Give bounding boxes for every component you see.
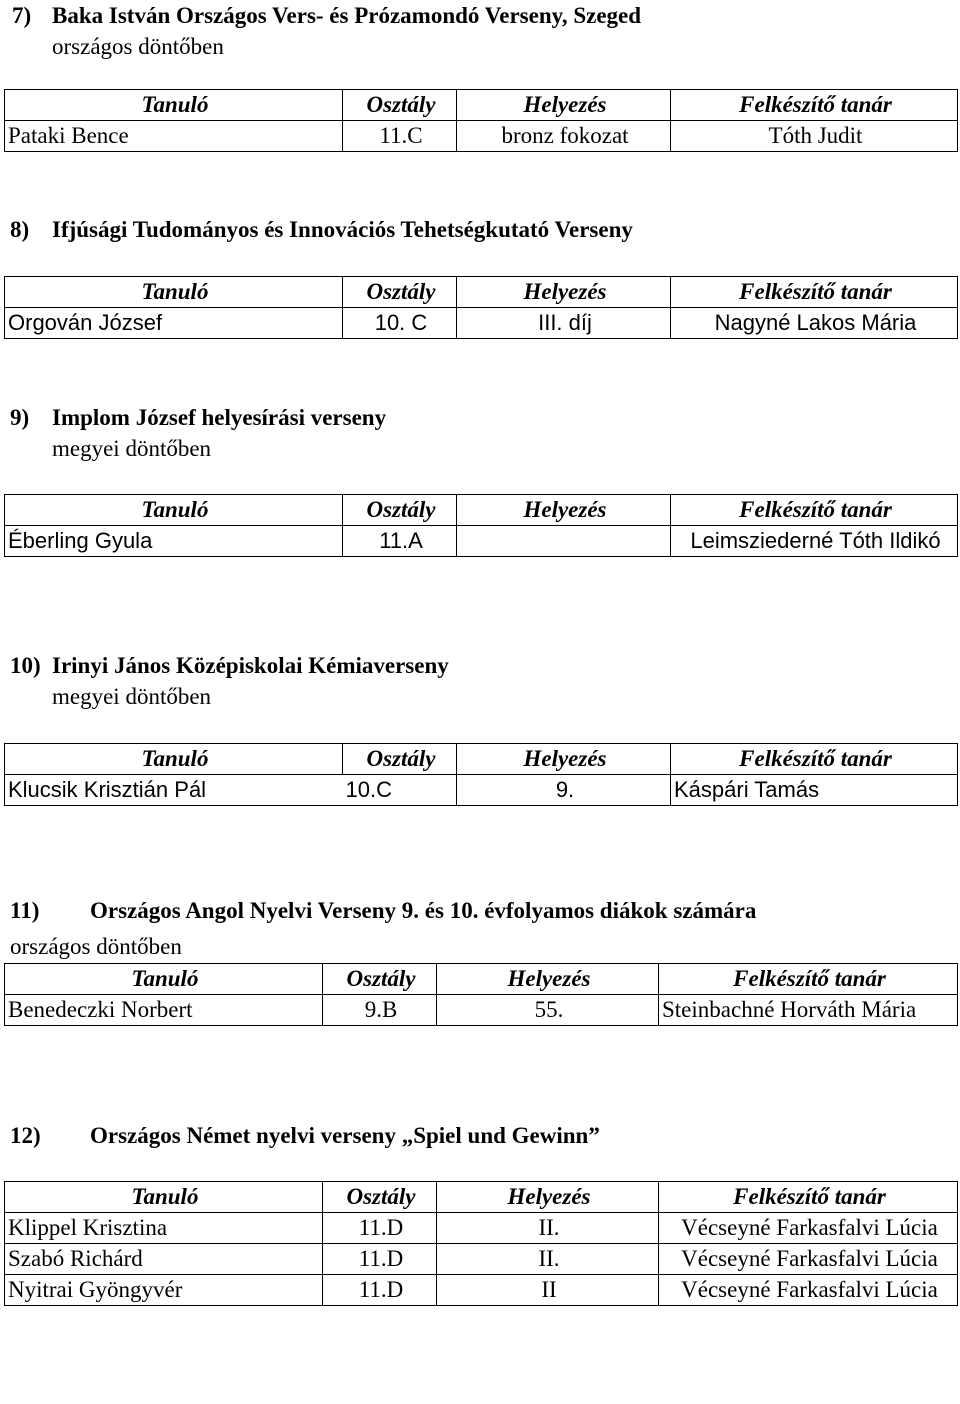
header-place: Helyezés <box>437 964 659 995</box>
cell-student: Pataki Bence <box>5 121 343 152</box>
header-place: Helyezés <box>437 1182 659 1213</box>
table-row <box>5 308 958 339</box>
cell-teacher: Leimsziederné Tóth Ildikó <box>671 526 958 557</box>
results-table-7 <box>4 89 958 152</box>
header-teacher: Felkészítő tanár <box>659 964 958 995</box>
header-class: Osztály <box>323 1182 437 1213</box>
header-student: Tanuló <box>5 744 343 775</box>
section-number: 10) <box>10 653 41 678</box>
table-row <box>5 1213 958 1244</box>
cell-teacher: Vécseyné Farkasfalvi Lúcia <box>659 1275 958 1306</box>
cell-student: Klippel Krisztina <box>5 1213 323 1244</box>
table-header-row <box>5 1182 958 1213</box>
cell-place: 9. <box>457 775 671 806</box>
section-number: 11) <box>10 898 40 923</box>
section-number: 12) <box>10 1123 41 1148</box>
cell-teacher: Vécseyné Farkasfalvi Lúcia <box>659 1213 958 1244</box>
cell-teacher: Nagyné Lakos Mária <box>671 308 958 339</box>
cell-place: II. <box>437 1213 659 1244</box>
section-8-title <box>10 214 633 245</box>
table-header-row <box>5 744 958 775</box>
table-row <box>5 775 958 806</box>
section-title-text: Ifjúsági Tudományos és Innovációs Tehetségkutató Verseny <box>52 217 633 242</box>
cell-class: 11.A <box>343 526 457 557</box>
cell-teacher: Káspári Tamás <box>671 775 958 806</box>
section-12-title <box>10 1120 600 1151</box>
header-student: Tanuló <box>5 495 343 526</box>
section-11-subtitle: országos döntőben <box>10 934 182 959</box>
header-teacher: Felkészítő tanár <box>671 277 958 308</box>
section-title-text: Baka István Országos Vers- és Prózamondó Verseny, Szeged <box>52 3 642 28</box>
cell-class: 11.D <box>323 1244 437 1275</box>
header-class: Osztály <box>323 964 437 995</box>
table-row <box>5 995 958 1026</box>
table-row <box>5 1275 958 1306</box>
cell-class: 11.C <box>343 121 457 152</box>
header-student: Tanuló <box>5 277 343 308</box>
cell-place: II <box>437 1275 659 1306</box>
results-table-11 <box>4 963 958 1026</box>
results-table-8 <box>4 276 958 339</box>
section-number: 8) <box>10 217 30 242</box>
section-10-title <box>10 650 449 681</box>
table-row <box>5 526 958 557</box>
header-student: Tanuló <box>5 90 343 121</box>
section-9-subtitle: megyei döntőben <box>52 436 212 461</box>
table-header-row <box>5 90 958 121</box>
section-11-title <box>10 895 756 926</box>
header-place: Helyezés <box>457 495 671 526</box>
header-class: Osztály <box>343 495 457 526</box>
results-table-12 <box>4 1181 958 1306</box>
cell-place: 55. <box>437 995 659 1026</box>
header-class: Osztály <box>343 277 457 308</box>
header-teacher: Felkészítő tanár <box>671 744 958 775</box>
section-title-text: Irinyi János Középiskolai Kémiaverseny <box>52 653 449 678</box>
cell-teacher: Vécseyné Farkasfalvi Lúcia <box>659 1244 958 1275</box>
section-number: 7) <box>12 3 32 28</box>
table-header-row <box>5 277 958 308</box>
cell-teacher: Steinbachné Horváth Mária <box>659 995 958 1026</box>
section-10-subtitle: megyei döntőben <box>52 684 212 709</box>
header-teacher: Felkészítő tanár <box>671 90 958 121</box>
cell-class: 11.D <box>323 1213 437 1244</box>
cell-student: Klucsik Krisztián Pál <box>5 775 343 806</box>
header-student: Tanuló <box>5 1182 323 1213</box>
header-place: Helyezés <box>457 744 671 775</box>
cell-class: 11.D <box>323 1275 437 1306</box>
cell-student: Benedeczki Norbert <box>5 995 323 1026</box>
section-title-text: Országos Német nyelvi verseny „Spiel und Gewinn” <box>90 1123 600 1148</box>
section-7-subtitle: országos döntőben <box>52 34 224 59</box>
section-7-title <box>12 0 641 31</box>
section-title-text: Országos Angol Nyelvi Verseny 9. és 10. évfolyamos diákok számára <box>90 898 757 923</box>
table-row <box>5 1244 958 1275</box>
cell-place: III. díj <box>457 308 671 339</box>
results-table-9 <box>4 494 958 557</box>
header-teacher: Felkészítő tanár <box>659 1182 958 1213</box>
header-class: Osztály <box>343 744 457 775</box>
header-place: Helyezés <box>457 90 671 121</box>
section-number: 9) <box>10 405 30 430</box>
header-place: Helyezés <box>457 277 671 308</box>
results-table-10 <box>4 743 958 806</box>
header-student: Tanuló <box>5 964 323 995</box>
table-header-row <box>5 495 958 526</box>
cell-class: 9.B <box>323 995 437 1026</box>
table-header-row <box>5 964 958 995</box>
cell-place: bronz fokozat <box>457 121 671 152</box>
cell-student: Éberling Gyula <box>5 526 343 557</box>
section-9-title <box>10 402 386 433</box>
cell-student: Nyitrai Gyöngyvér <box>5 1275 323 1306</box>
cell-teacher: Tóth Judit <box>671 121 958 152</box>
cell-place <box>457 526 671 557</box>
table-row <box>5 121 958 152</box>
cell-class: 10.C <box>343 775 457 806</box>
header-teacher: Felkészítő tanár <box>671 495 958 526</box>
cell-place: II. <box>437 1244 659 1275</box>
cell-class: 10. C <box>343 308 457 339</box>
section-title-text: Implom József helyesírási verseny <box>52 405 387 430</box>
cell-student: Szabó Richárd <box>5 1244 323 1275</box>
cell-student: Orgován József <box>5 308 343 339</box>
header-class: Osztály <box>343 90 457 121</box>
